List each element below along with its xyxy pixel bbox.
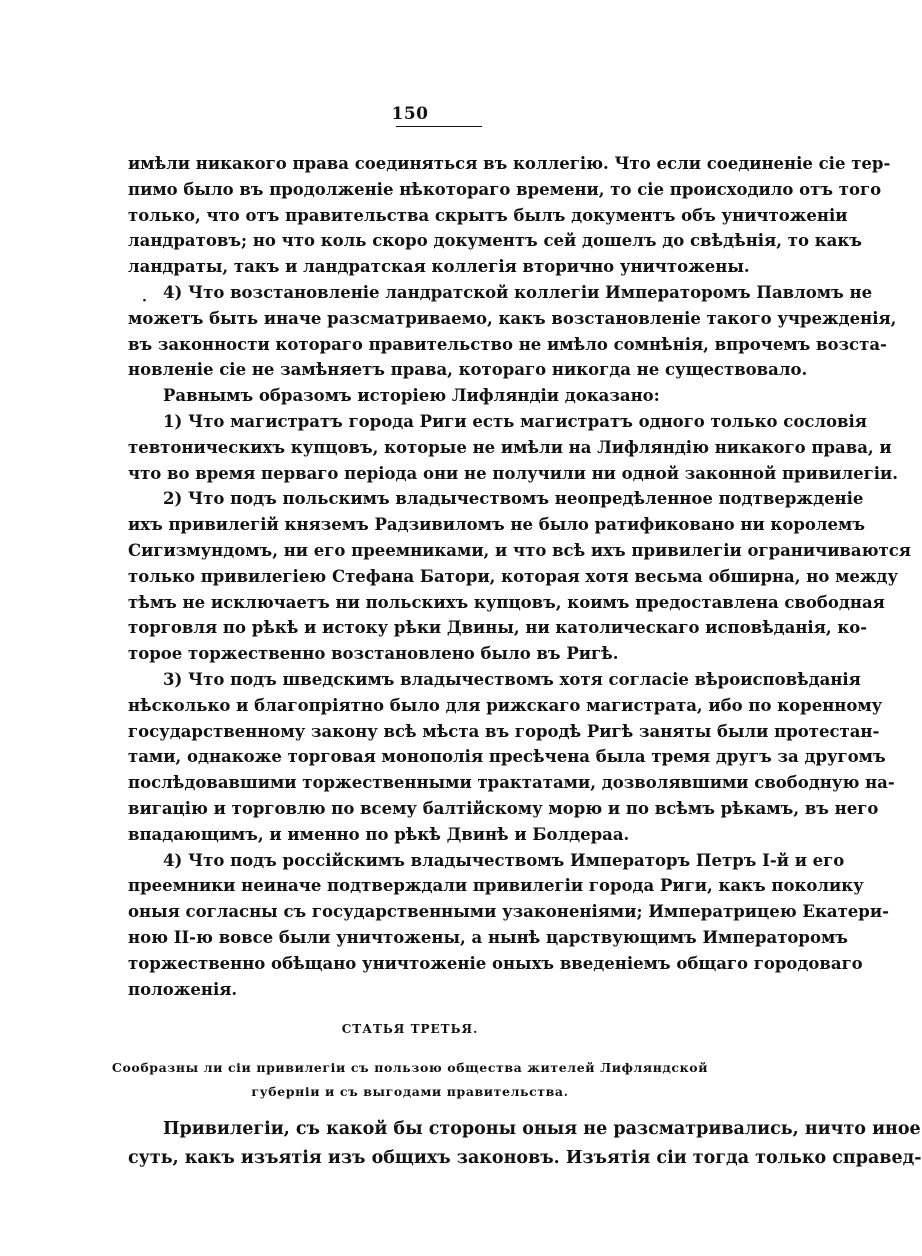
text-line: торое торжественно возстановлено было въ Ригѣ. [128, 644, 619, 664]
text-line: ихъ привилегій княземъ Радзивиломъ не было ратификовано ни королемъ [128, 515, 866, 535]
text-line: тевтоническихъ купцовъ, которые не имѣли на Лифляндію никакого права, и [128, 437, 892, 457]
text-line: послѣдовавшими торжественными трактатами, дозволявшими свободную на- [128, 773, 895, 793]
text-line: 3) Что подъ шведскимъ владычествомъ хотя согласіе вѣроисповѣданія [163, 670, 861, 689]
text-line: положенія. [128, 979, 238, 999]
text-line: нѣсколько и благопріятно было для рижскаго магистрата, ибо по коренному [128, 695, 883, 715]
text-line: въ законности котораго правительство не имѣло сомнѣнія, впрочемъ возста- [128, 334, 887, 354]
section-caption-line-2: губерніи и съ выгодами правительства. [251, 1084, 569, 1099]
text-line: торжественно обѣщано уничтоженіе оныхъ введеніемъ общаго городоваго [128, 953, 863, 973]
text-line: тами, однакоже торговая монополія пресѣчена была тремя другъ за другомъ [128, 747, 886, 767]
text-line: ландратовъ; но что коль скоро документъ сей дошелъ до свѣдѣнія, то какъ [128, 231, 862, 251]
closing-text-line: суть, какъ изъятія изъ общихъ законовъ. Изъятія сіи тогда только справед- [128, 1148, 922, 1168]
section-title: СТАТЬЯ ТРЕТЬЯ. [341, 1022, 479, 1036]
text-line: государственному закону всѣ мѣста въ городѣ Ригѣ заняты были протестан- [128, 721, 880, 741]
text-line: 4) Что подъ россійскимъ владычествомъ Императоръ Петръ I-й и его [163, 850, 845, 870]
text-line: впадающимъ, и именно по рѣкѣ Двинѣ и Болдераа. [128, 824, 630, 844]
text-line: 2) Что подъ польскимъ владычествомъ неопредѣленное подтвержденіе [163, 489, 864, 509]
text-line: Сигизмундомъ, ни его преемниками, и что всѣ ихъ привилегіи ограничиваются [128, 541, 911, 560]
text-line: новленіе сіе не замѣняетъ права, котораго никогда не существовало. [128, 360, 808, 380]
text-line: торговля по рѣкѣ и истоку рѣки Двины, ни католическаго исповѣданія, ко- [128, 618, 868, 638]
text-line: пимо было въ продолженіе нѣкотораго времени, то сіе происходило отъ того [128, 179, 882, 199]
text-line: только, что отъ правительства скрытъ былъ документъ объ уничтоженіи [128, 205, 848, 225]
text-line: только привилегіею Стефана Батори, которая хотя весьма обширна, но между [128, 566, 899, 586]
text-line: 4) Что возстановленіе ландратской коллегіи Императоромъ Павломъ не [163, 283, 873, 302]
text-line: Равнымъ образомъ исторіею Лифляндіи доказано: [163, 386, 660, 406]
margin-mark: · [142, 293, 147, 309]
text-line: оныя согласны съ государственными узаконеніями; Императрицею Екатери- [128, 902, 889, 922]
page-number-rule [396, 126, 482, 127]
closing-text-line: Привилегіи, съ какой бы стороны оныя не разсматривались, ничто иное [163, 1119, 921, 1139]
text-line: преемники неиначе подтверждали привилегіи города Риги, какъ поколику [128, 876, 864, 896]
text-line: что во время перваго періода они не получили ни одной законной привилегіи. [128, 463, 899, 483]
page-number: 150 [391, 104, 429, 124]
text-line: можетъ быть иначе разсматриваемо, какъ возстановленіе такого учрежденія, [128, 308, 897, 328]
text-line: ною II-ю вовсе были уничтожены, а нынѣ царствующимъ Императоромъ [128, 928, 848, 947]
text-line: ландраты, такъ и ландратская коллегія вторично уничтожены. [128, 257, 750, 277]
text-line: 1) Что магистратъ города Риги есть магистратъ одного только сословія [163, 412, 867, 431]
text-line: вигацію и торговлю по всему балтійскому морю и по всѣмъ рѣкамъ, въ него [128, 799, 879, 818]
section-caption-line-1: Сообразны ли сіи привилегіи съ пользою общества жителей Лифляндской [111, 1060, 709, 1075]
text-line: имѣли никакого права соединяться въ коллегію. Что если соединеніе сіе тер- [128, 154, 891, 173]
text-line: тѣмъ не исключаетъ ни польскихъ купцовъ, коимъ предоставлена свободная [128, 592, 885, 612]
